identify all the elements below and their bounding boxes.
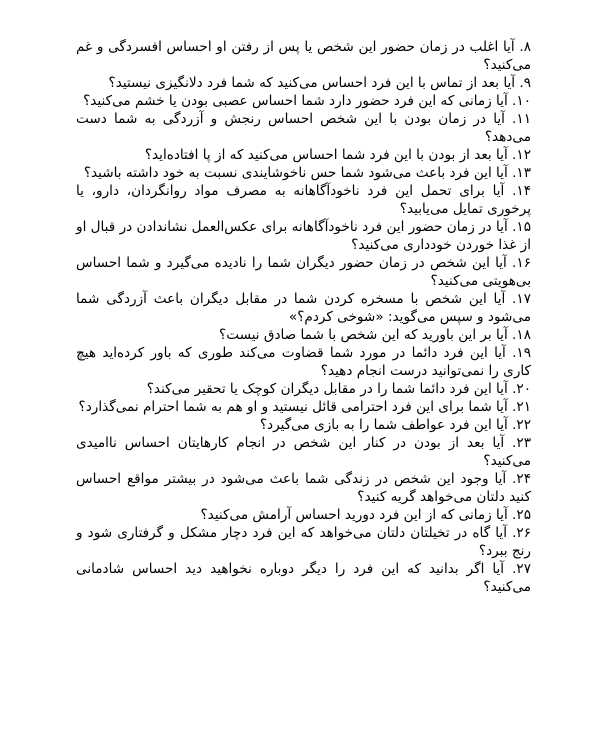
question-16: ۱۶. آیا این شخص در زمان حضور دیگران شما را نادیده می‌گیرد و شما احساس بی‌هویتی می‌کنید؟ xyxy=(76,255,531,289)
question-27: ۲۷. آیا اگر بدانید که این فرد را دیگر دوباره نخواهید دید احساس شادمانی می‌کنید؟ xyxy=(76,561,531,595)
question-19: ۱۹. آیا این فرد دائما در مورد شما قضاوت می‌کند طوری که باور کرده‌اید هیچ کاری را نمی‌توانید درست انجام دهید؟ xyxy=(76,345,531,379)
question-10: ۱۰. آیا زمانی که این فرد حضور دارد شما احساس عصبی بودن یا خشم می‌کنید؟ xyxy=(83,93,531,109)
question-26: ۲۶. آیا گاه در تخیلتان دلتان می‌خواهد که این فرد دچار مشکل و گرفتاری شود و رنج ببرد؟ xyxy=(76,525,531,559)
question-20: ۲۰. آیا این فرد دائما شما را در مقابل دیگران کوچک یا تحقیر می‌کند؟ xyxy=(146,381,531,397)
question-18: ۱۸. آیا بر این باورید که این شخص با شما صادق نیست؟ xyxy=(219,327,531,343)
question-12: ۱۲. آیا بعد از بودن با این فرد شما احساس می‌کنید که از پا افتاده‌اید؟ xyxy=(144,147,531,163)
question-9: ۹. آیا بعد از تماس با این فرد احساس می‌کنید که شما فرد دلانگیزی نیستید؟ xyxy=(108,75,531,91)
question-22: ۲۲. آیا این فرد عواطف شما را به بازی می‌گیرد؟ xyxy=(259,417,531,433)
question-8: ۸. آیا اغلب در زمان حضور این شخص یا پس از رفتن او احساس افسردگی و غم می‌کنید؟ xyxy=(76,39,531,73)
question-23: ۲۳. آیا بعد از بودن در کنار این شخص در انجام کارهایتان احساس ناامیدی می‌کنید؟ xyxy=(76,435,531,469)
question-21: ۲۱. آیا شما برای این فرد احترامی قائل نیستید و او هم به شما احترام نمی‌گذارد؟ xyxy=(78,399,531,415)
question-17: ۱۷. آیا این شخص با مسخره کردن شما در مقابل دیگران باعث آزردگی شما می‌شود و سپس می‌گوید: «شوخی کردم؟» xyxy=(76,291,531,325)
question-11: ۱۱. آیا در زمان بودن با این شخص احساس رنجش و آزردگی به شما دست می‌دهد؟ xyxy=(76,111,531,145)
question-24: ۲۴. آیا وجود این شخص در زندگی شما باعث می‌شود در بیشتر مواقع احساس کنید دلتان می‌خواهد گریه کنید؟ xyxy=(76,471,531,505)
question-15: ۱۵. آیا در زمان حضور این فرد ناخودآگاهانه برای عکس‌العمل نشاندادن در قبال او از غذا خوردن خودداری می‌کنید؟ xyxy=(76,219,531,253)
question-14: ۱۴. آیا برای تحمل این فرد ناخودآگاهانه به مصرف مواد روانگردان، دارو، یا پرخوری تمایل می‌یابید؟ xyxy=(76,183,531,217)
question-25: ۲۵. آیا زمانی که از این فرد دورید احساس آرامش می‌کنید؟ xyxy=(200,507,531,523)
question-13: ۱۳. آیا این فرد باعث می‌شود شما حس ناخوشایندی نسبت به خود داشته باشید؟ xyxy=(83,165,531,181)
questionnaire-text xyxy=(76,38,531,596)
